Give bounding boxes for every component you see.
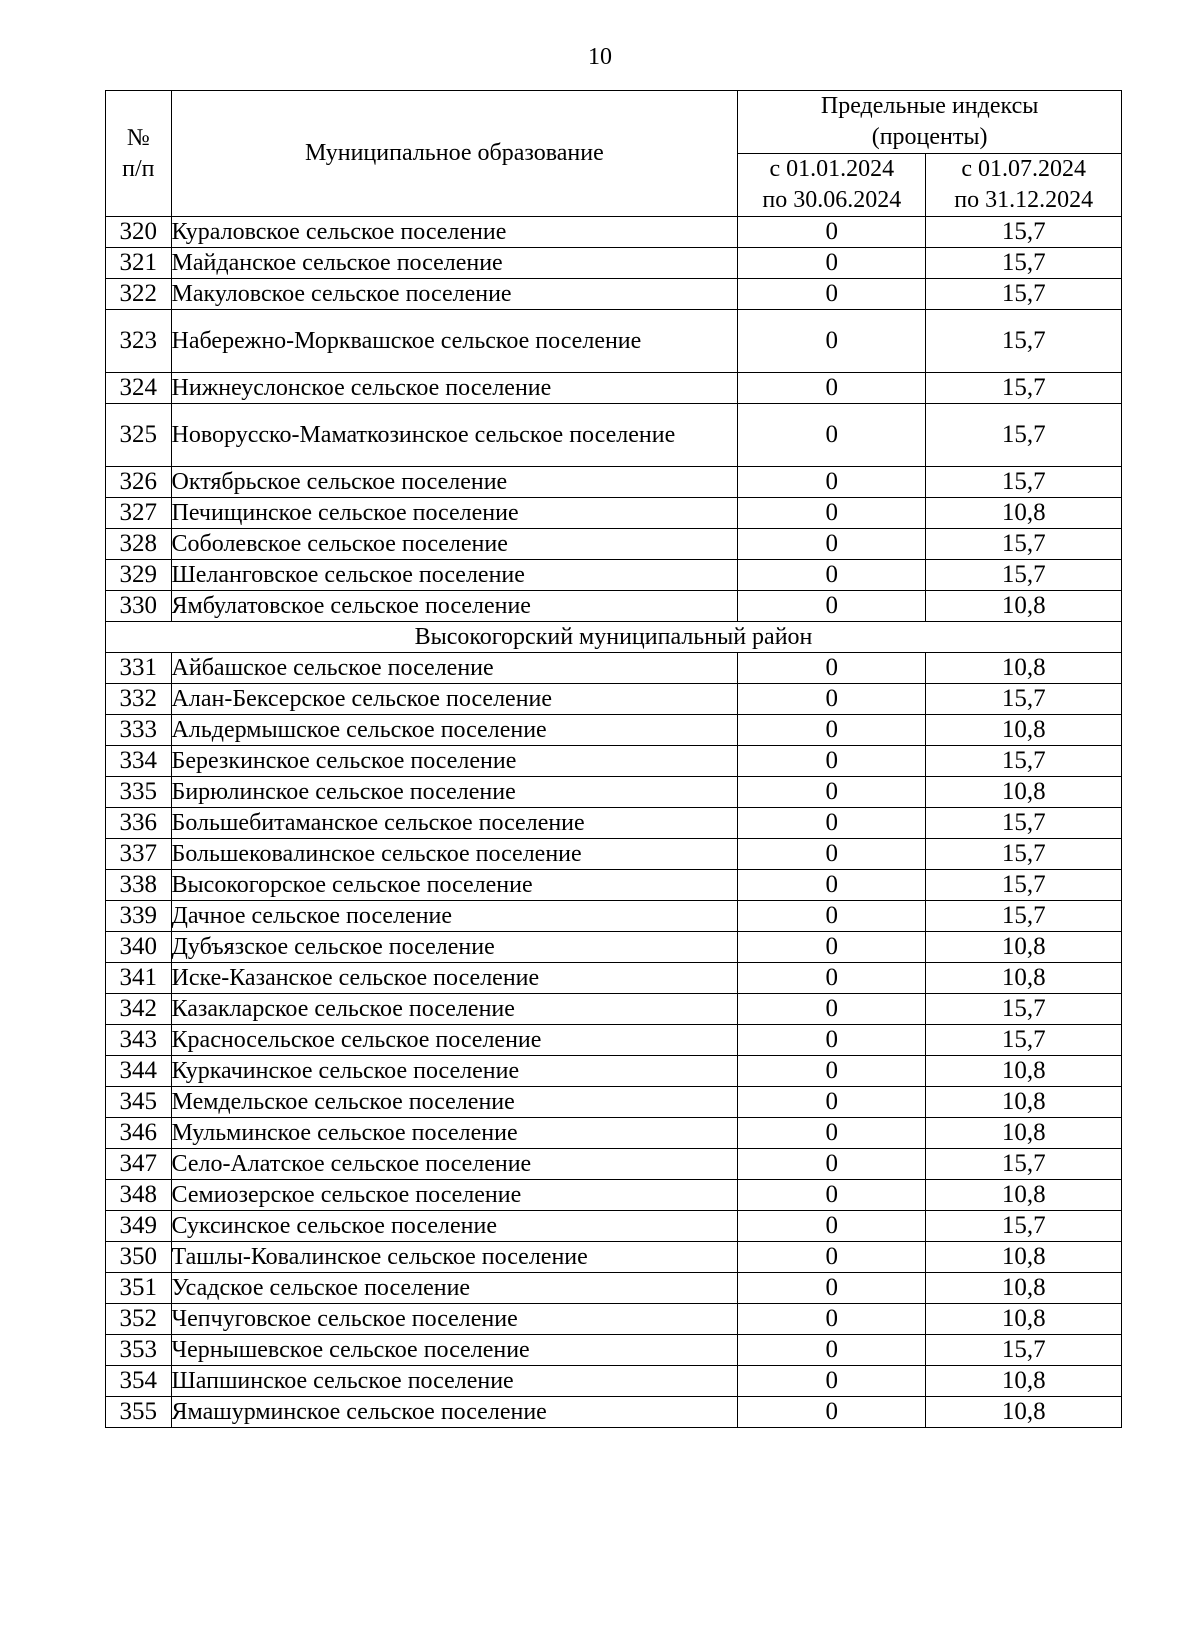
row-municipality-name: Казакларское сельское поселение bbox=[171, 994, 738, 1025]
row-municipality-name: Суксинское сельское поселение bbox=[171, 1211, 738, 1242]
page-number: 10 bbox=[588, 44, 612, 70]
section-block bbox=[106, 622, 1122, 653]
row-index-period-1: 0 bbox=[738, 498, 926, 529]
table-row bbox=[106, 1118, 1122, 1149]
row-municipality-name: Алан-Бексерское сельское поселение bbox=[171, 684, 738, 715]
row-index-period-2: 10,8 bbox=[926, 653, 1122, 684]
row-municipality-name: Высокогорское сельское поселение bbox=[171, 870, 738, 901]
row-number: 325 bbox=[106, 404, 172, 467]
row-number: 328 bbox=[106, 529, 172, 560]
row-municipality-name: Ямбулатовское сельское поселение bbox=[171, 591, 738, 622]
table-row bbox=[106, 1025, 1122, 1056]
row-index-period-2: 10,8 bbox=[926, 1242, 1122, 1273]
row-number: 331 bbox=[106, 653, 172, 684]
row-index-period-1: 0 bbox=[738, 901, 926, 932]
row-index-period-1: 0 bbox=[738, 373, 926, 404]
table-row bbox=[106, 1273, 1122, 1304]
row-index-period-1: 0 bbox=[738, 994, 926, 1025]
row-number: 351 bbox=[106, 1273, 172, 1304]
table-row bbox=[106, 901, 1122, 932]
row-index-period-2: 15,7 bbox=[926, 870, 1122, 901]
table-row bbox=[106, 373, 1122, 404]
row-index-period-1: 0 bbox=[738, 653, 926, 684]
row-index-period-2: 15,7 bbox=[926, 1335, 1122, 1366]
row-index-period-1: 0 bbox=[738, 1056, 926, 1087]
row-index-period-2: 10,8 bbox=[926, 1304, 1122, 1335]
row-index-period-1: 0 bbox=[738, 715, 926, 746]
table-row bbox=[106, 715, 1122, 746]
row-index-period-1: 0 bbox=[738, 404, 926, 467]
row-number: 326 bbox=[106, 467, 172, 498]
row-index-period-1: 0 bbox=[738, 1025, 926, 1056]
row-index-period-1: 0 bbox=[738, 808, 926, 839]
row-index-period-2: 15,7 bbox=[926, 1025, 1122, 1056]
row-index-period-2: 10,8 bbox=[926, 932, 1122, 963]
table-row bbox=[106, 248, 1122, 279]
table-row bbox=[106, 1211, 1122, 1242]
table-header bbox=[106, 91, 1122, 217]
row-index-period-2: 10,8 bbox=[926, 1366, 1122, 1397]
indices-table bbox=[105, 90, 1122, 1428]
row-municipality-name: Дубъязское сельское поселение bbox=[171, 932, 738, 963]
row-index-period-1: 0 bbox=[738, 1242, 926, 1273]
row-number: 342 bbox=[106, 994, 172, 1025]
row-municipality-name: Макуловское сельское поселение bbox=[171, 279, 738, 310]
row-number: 320 bbox=[106, 217, 172, 248]
row-number: 334 bbox=[106, 746, 172, 777]
row-index-period-2: 15,7 bbox=[926, 310, 1122, 373]
row-number: 329 bbox=[106, 560, 172, 591]
row-number: 323 bbox=[106, 310, 172, 373]
row-number: 345 bbox=[106, 1087, 172, 1118]
row-index-period-1: 0 bbox=[738, 1118, 926, 1149]
row-municipality-name: Чепчуговское сельское поселение bbox=[171, 1304, 738, 1335]
row-index-period-2: 10,8 bbox=[926, 1118, 1122, 1149]
period-2-start: с 01.07.2024 bbox=[961, 156, 1087, 182]
row-index-period-2: 15,7 bbox=[926, 901, 1122, 932]
table-row bbox=[106, 1087, 1122, 1118]
column-header-period-2 bbox=[926, 154, 1122, 217]
table-row bbox=[106, 1180, 1122, 1211]
row-municipality-name: Печищинское сельское поселение bbox=[171, 498, 738, 529]
column-header-municipality: Муниципальное образование bbox=[171, 91, 738, 217]
table-body-part1 bbox=[106, 217, 1122, 622]
row-number: 333 bbox=[106, 715, 172, 746]
row-municipality-name: Большебитаманское сельское поселение bbox=[171, 808, 738, 839]
table-row bbox=[106, 777, 1122, 808]
row-index-period-2: 15,7 bbox=[926, 248, 1122, 279]
row-index-period-1: 0 bbox=[738, 963, 926, 994]
row-number: 347 bbox=[106, 1149, 172, 1180]
row-index-period-1: 0 bbox=[738, 1149, 926, 1180]
column-header-number-line2: п/п bbox=[122, 155, 155, 182]
row-number: 330 bbox=[106, 591, 172, 622]
row-index-period-2: 10,8 bbox=[926, 1180, 1122, 1211]
row-municipality-name: Дачное сельское поселение bbox=[171, 901, 738, 932]
row-number: 350 bbox=[106, 1242, 172, 1273]
row-index-period-1: 0 bbox=[738, 217, 926, 248]
row-municipality-name: Ямашурминское сельское поселение bbox=[171, 1397, 738, 1428]
row-index-period-1: 0 bbox=[738, 839, 926, 870]
row-index-period-2: 10,8 bbox=[926, 1273, 1122, 1304]
row-index-period-1: 0 bbox=[738, 1087, 926, 1118]
column-header-number-line1: № bbox=[126, 124, 150, 151]
row-number: 322 bbox=[106, 279, 172, 310]
row-index-period-2: 15,7 bbox=[926, 1149, 1122, 1180]
row-index-period-2: 15,7 bbox=[926, 404, 1122, 467]
table-row bbox=[106, 279, 1122, 310]
row-municipality-name: Иске-Казанское сельское поселение bbox=[171, 963, 738, 994]
table-row bbox=[106, 963, 1122, 994]
table-row bbox=[106, 1056, 1122, 1087]
row-index-period-2: 15,7 bbox=[926, 217, 1122, 248]
row-index-period-2: 15,7 bbox=[926, 994, 1122, 1025]
column-header-limit-indices-line2: (проценты) bbox=[871, 124, 988, 150]
row-municipality-name: Мульминское сельское поселение bbox=[171, 1118, 738, 1149]
row-index-period-2: 10,8 bbox=[926, 1397, 1122, 1428]
row-municipality-name: Нижнеуслонское сельское поселение bbox=[171, 373, 738, 404]
row-index-period-2: 10,8 bbox=[926, 591, 1122, 622]
row-municipality-name: Новорусско-Маматкозинское сельское поселение bbox=[171, 404, 738, 467]
row-number: 346 bbox=[106, 1118, 172, 1149]
row-index-period-2: 15,7 bbox=[926, 373, 1122, 404]
row-municipality-name: Набережно-Морквашское сельское поселение bbox=[171, 310, 738, 373]
table-row bbox=[106, 870, 1122, 901]
row-municipality-name: Шапшинское сельское поселение bbox=[171, 1366, 738, 1397]
column-header-limit-indices bbox=[738, 91, 1122, 154]
table-row bbox=[106, 217, 1122, 248]
row-number: 336 bbox=[106, 808, 172, 839]
table-row bbox=[106, 1335, 1122, 1366]
table-body-part2 bbox=[106, 653, 1122, 1428]
row-municipality-name: Майданское сельское поселение bbox=[171, 248, 738, 279]
period-1-end: по 30.06.2024 bbox=[762, 187, 902, 213]
row-index-period-1: 0 bbox=[738, 591, 926, 622]
column-header-limit-indices-line1: Предельные индексы bbox=[820, 93, 1039, 119]
table-row bbox=[106, 746, 1122, 777]
table-row bbox=[106, 1397, 1122, 1428]
row-index-period-1: 0 bbox=[738, 1211, 926, 1242]
row-index-period-1: 0 bbox=[738, 684, 926, 715]
row-index-period-2: 15,7 bbox=[926, 279, 1122, 310]
row-index-period-1: 0 bbox=[738, 1335, 926, 1366]
table-row bbox=[106, 560, 1122, 591]
row-index-period-2: 15,7 bbox=[926, 467, 1122, 498]
table-row bbox=[106, 653, 1122, 684]
row-municipality-name: Соболевское сельское поселение bbox=[171, 529, 738, 560]
row-index-period-1: 0 bbox=[738, 1366, 926, 1397]
row-number: 324 bbox=[106, 373, 172, 404]
table-row bbox=[106, 529, 1122, 560]
row-index-period-2: 15,7 bbox=[926, 684, 1122, 715]
row-municipality-name: Большековалинское сельское поселение bbox=[171, 839, 738, 870]
row-municipality-name: Шеланговское сельское поселение bbox=[171, 560, 738, 591]
period-2-end: по 31.12.2024 bbox=[954, 187, 1094, 213]
row-municipality-name: Чернышевское сельское поселение bbox=[171, 1335, 738, 1366]
row-municipality-name: Березкинское сельское поселение bbox=[171, 746, 738, 777]
row-index-period-1: 0 bbox=[738, 310, 926, 373]
row-number: 327 bbox=[106, 498, 172, 529]
table-row bbox=[106, 498, 1122, 529]
row-municipality-name: Айбашское сельское поселение bbox=[171, 653, 738, 684]
row-number: 354 bbox=[106, 1366, 172, 1397]
row-index-period-1: 0 bbox=[738, 1397, 926, 1428]
row-index-period-2: 10,8 bbox=[926, 777, 1122, 808]
row-number: 344 bbox=[106, 1056, 172, 1087]
row-index-period-2: 10,8 bbox=[926, 1056, 1122, 1087]
table-row bbox=[106, 310, 1122, 373]
row-number: 339 bbox=[106, 901, 172, 932]
row-index-period-1: 0 bbox=[738, 1180, 926, 1211]
row-number: 340 bbox=[106, 932, 172, 963]
row-number: 335 bbox=[106, 777, 172, 808]
row-municipality-name: Красносельское сельское поселение bbox=[171, 1025, 738, 1056]
table-row bbox=[106, 684, 1122, 715]
table-row bbox=[106, 1304, 1122, 1335]
row-index-period-1: 0 bbox=[738, 279, 926, 310]
table-row bbox=[106, 467, 1122, 498]
row-number: 341 bbox=[106, 963, 172, 994]
section-title: Высокогорский муниципальный район bbox=[106, 622, 1122, 653]
table-row bbox=[106, 808, 1122, 839]
row-index-period-1: 0 bbox=[738, 560, 926, 591]
table-row bbox=[106, 994, 1122, 1025]
row-index-period-2: 10,8 bbox=[926, 498, 1122, 529]
row-index-period-2: 10,8 bbox=[926, 1087, 1122, 1118]
row-municipality-name: Альдермышское сельское поселение bbox=[171, 715, 738, 746]
row-number: 348 bbox=[106, 1180, 172, 1211]
row-municipality-name: Усадское сельское поселение bbox=[171, 1273, 738, 1304]
row-municipality-name: Куркачинское сельское поселение bbox=[171, 1056, 738, 1087]
table-row bbox=[106, 591, 1122, 622]
row-municipality-name: Село-Алатское сельское поселение bbox=[171, 1149, 738, 1180]
row-index-period-1: 0 bbox=[738, 529, 926, 560]
row-number: 338 bbox=[106, 870, 172, 901]
row-number: 332 bbox=[106, 684, 172, 715]
row-index-period-2: 15,7 bbox=[926, 1211, 1122, 1242]
row-number: 353 bbox=[106, 1335, 172, 1366]
row-index-period-2: 10,8 bbox=[926, 715, 1122, 746]
table-row bbox=[106, 404, 1122, 467]
row-number: 349 bbox=[106, 1211, 172, 1242]
row-municipality-name: Кураловское сельское поселение bbox=[171, 217, 738, 248]
row-municipality-name: Мемдельское сельское поселение bbox=[171, 1087, 738, 1118]
row-index-period-1: 0 bbox=[738, 777, 926, 808]
column-header-number bbox=[106, 91, 172, 217]
row-number: 355 bbox=[106, 1397, 172, 1428]
row-number: 321 bbox=[106, 248, 172, 279]
table-row bbox=[106, 839, 1122, 870]
row-index-period-2: 15,7 bbox=[926, 560, 1122, 591]
row-municipality-name: Семиозерское сельское поселение bbox=[171, 1180, 738, 1211]
row-index-period-1: 0 bbox=[738, 746, 926, 777]
row-index-period-2: 15,7 bbox=[926, 529, 1122, 560]
table-row bbox=[106, 932, 1122, 963]
table-row bbox=[106, 1149, 1122, 1180]
row-number: 343 bbox=[106, 1025, 172, 1056]
row-index-period-1: 0 bbox=[738, 932, 926, 963]
row-index-period-1: 0 bbox=[738, 1273, 926, 1304]
row-municipality-name: Октябрьское сельское поселение bbox=[171, 467, 738, 498]
row-index-period-1: 0 bbox=[738, 870, 926, 901]
row-index-period-1: 0 bbox=[738, 467, 926, 498]
row-index-period-2: 10,8 bbox=[926, 963, 1122, 994]
period-1-start: с 01.01.2024 bbox=[769, 156, 895, 182]
column-header-period-1 bbox=[738, 154, 926, 217]
row-index-period-2: 15,7 bbox=[926, 746, 1122, 777]
row-municipality-name: Ташлы-Ковалинское сельское поселение bbox=[171, 1242, 738, 1273]
row-index-period-1: 0 bbox=[738, 1304, 926, 1335]
table-row bbox=[106, 1242, 1122, 1273]
row-index-period-2: 15,7 bbox=[926, 808, 1122, 839]
row-index-period-1: 0 bbox=[738, 248, 926, 279]
table-row bbox=[106, 1366, 1122, 1397]
row-municipality-name: Бирюлинское сельское поселение bbox=[171, 777, 738, 808]
row-index-period-2: 15,7 bbox=[926, 839, 1122, 870]
row-number: 337 bbox=[106, 839, 172, 870]
row-number: 352 bbox=[106, 1304, 172, 1335]
